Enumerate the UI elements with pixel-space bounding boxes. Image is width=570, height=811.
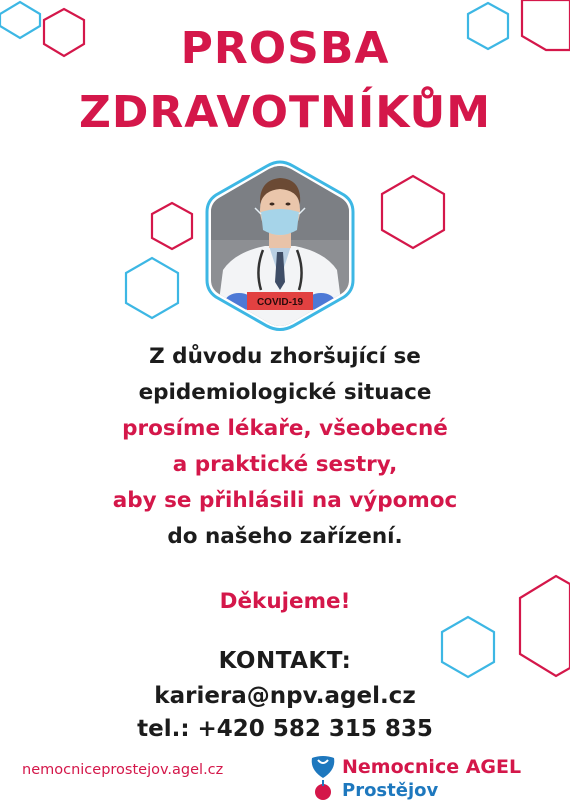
- thanks-text: Děkujeme!: [219, 589, 351, 614]
- doctor-photo: [205, 160, 355, 332]
- message-line-2: epidemiologické situace: [138, 380, 432, 405]
- contact-email[interactable]: kariera@npv.agel.cz: [154, 683, 416, 709]
- hexagon-mid-left-red: [152, 203, 192, 249]
- covid-badge: COVID-19: [256, 297, 304, 308]
- logo-city: Prostějov: [342, 780, 439, 801]
- logo-name: Nemocnice AGEL: [342, 756, 522, 778]
- agel-logo-icon: [308, 754, 338, 802]
- website-link[interactable]: nemocniceprostejov.agel.cz: [22, 762, 224, 778]
- message-line-1: Z důvodu zhoršující se: [149, 344, 421, 369]
- hexagon-mid-right-red: [382, 176, 444, 248]
- message-line-6: do našeho zařízení.: [167, 524, 403, 549]
- hexagon-mid-left-blue: [126, 258, 178, 318]
- agel-logo: [308, 752, 548, 804]
- title-line-2: ZDRAVOTNÍKŮM: [78, 87, 492, 138]
- message-line-5: aby se přihlásili na výpomoc: [112, 488, 458, 513]
- message-line-4: a praktické sestry,: [172, 452, 398, 477]
- message-line-3: prosíme lékaře, všeobecné: [122, 416, 448, 441]
- title-line-1: PROSBA: [180, 23, 390, 74]
- contact-phone[interactable]: tel.: +420 582 315 835: [137, 716, 433, 742]
- contact-heading: KONTAKT:: [218, 648, 352, 674]
